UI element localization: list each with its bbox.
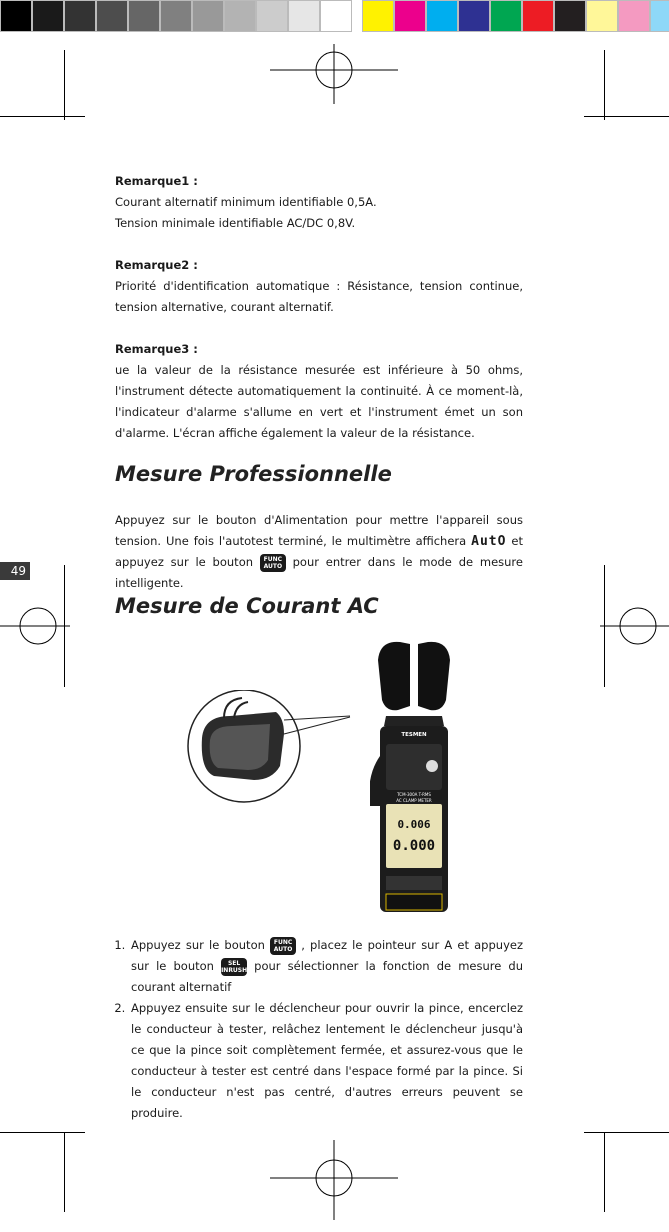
meter-model: TCM-300A T-RMS: [397, 792, 431, 797]
gray-swatch: [224, 0, 256, 32]
clamp-meter-body: [370, 636, 458, 914]
color-swatch: [554, 0, 586, 32]
section1-paragraph: [115, 510, 523, 594]
gray-swatch: [128, 0, 160, 32]
gray-swatch: [320, 0, 352, 32]
note-heading: Remarque3 :: [115, 342, 198, 356]
note-line: Courant alternatif minimum identifiable 0,5A.: [115, 195, 377, 209]
sel-inrush-button-icon: SEL INRUSH: [221, 959, 248, 974]
gray-swatch: [160, 0, 192, 32]
note-2: [115, 255, 523, 318]
registration-mark-left: [0, 600, 70, 650]
auto-display-icon: AutO: [471, 534, 507, 549]
meter-subtitle: AC CLAMP METER: [396, 798, 432, 803]
color-calibration-bar: [0, 0, 669, 32]
color-swatch: [490, 0, 522, 32]
section1-text-b: et appuyez sur le bouton: [115, 534, 524, 569]
color-swatch: [458, 0, 490, 32]
color-swatch: [522, 0, 554, 32]
func-auto-button-icon: FUNC AUTO: [260, 554, 286, 572]
gray-swatch: [256, 0, 288, 32]
page-number: 49: [0, 562, 30, 580]
note-heading: Remarque2 :: [115, 258, 198, 272]
note-heading: Remarque1 :: [115, 174, 198, 188]
registration-mark-bottom: [270, 1140, 398, 1220]
color-swatch: [394, 0, 426, 32]
note-line: ue la valeur de la résistance mesurée est inférieure à 50 ohms, l'instrument détecte automatiquement la continuité. À ce moment-là, l'indicateur d'alarme s'allume en vert et l'instrument émet un son d'alarme. L'écran affiche également la valeur de la résistance.: [115, 363, 523, 440]
step-1: 1. Appuyez sur le bouton FUNC AUTO , placez le pointeur sur A et appuyez sur le bouton SEL INRUSH pour sélectionner la fonction de mesure du courant alternatif: [129, 935, 523, 998]
note-line: Tension minimale identifiable AC/DC 0,8V.: [115, 216, 356, 230]
meter-brand: TESMEN: [401, 732, 427, 738]
section-title-professional: Mesure Professionnelle: [115, 462, 392, 486]
note-3: [115, 339, 523, 444]
section-title-ac-current: Mesure de Courant AC: [115, 594, 379, 618]
notes-block: [115, 171, 523, 444]
clamp-meter-illustration: [370, 636, 458, 914]
gray-swatch: [32, 0, 64, 32]
gray-swatch: [288, 0, 320, 32]
meter-reading-top: 0.006: [397, 818, 431, 831]
gray-swatch: [64, 0, 96, 32]
color-swatch: [362, 0, 394, 32]
color-swatch: [650, 0, 669, 32]
section1-text-a: Appuyez sur le bouton d'Alimentation pour mettre l'appareil sous tension. Une fois l'autotest terminé, le multimètre affichera: [115, 513, 523, 548]
gray-swatch: [96, 0, 128, 32]
note-1: [115, 171, 523, 234]
swatch-gap: [352, 0, 362, 32]
registration-mark-right: [600, 600, 669, 650]
color-swatch: [586, 0, 618, 32]
registration-mark-top: [270, 44, 398, 104]
section1-text-c: pour entrer dans le mode de mesure intelligente.: [115, 555, 523, 590]
meter-reading-bottom: 0.000: [392, 838, 436, 854]
func-auto-button-icon: FUNC AUTO: [270, 937, 296, 955]
steps-list: [115, 935, 523, 1124]
clamp-closeup-illustration: [184, 690, 354, 810]
color-swatch: [618, 0, 650, 32]
gray-swatch: [192, 0, 224, 32]
step-2: 2. Appuyez ensuite sur le déclencheur pour ouvrir la pince, encerclez le conducteur à tester, relâchez lentement le déclencheur jusqu'à ce que la pince soit complètement fermée, et assurez-vous que le conducteur à tester est centré dans l'espace formé par la pince. Si le conducteur n'est pas centré, d'autres erreurs peuvent se produire.: [129, 998, 523, 1124]
note-line: Priorité d'identification automatique : Résistance, tension continue, tension alternative, courant alternatif.: [115, 279, 523, 314]
gray-swatch: [0, 0, 32, 32]
color-swatch: [426, 0, 458, 32]
